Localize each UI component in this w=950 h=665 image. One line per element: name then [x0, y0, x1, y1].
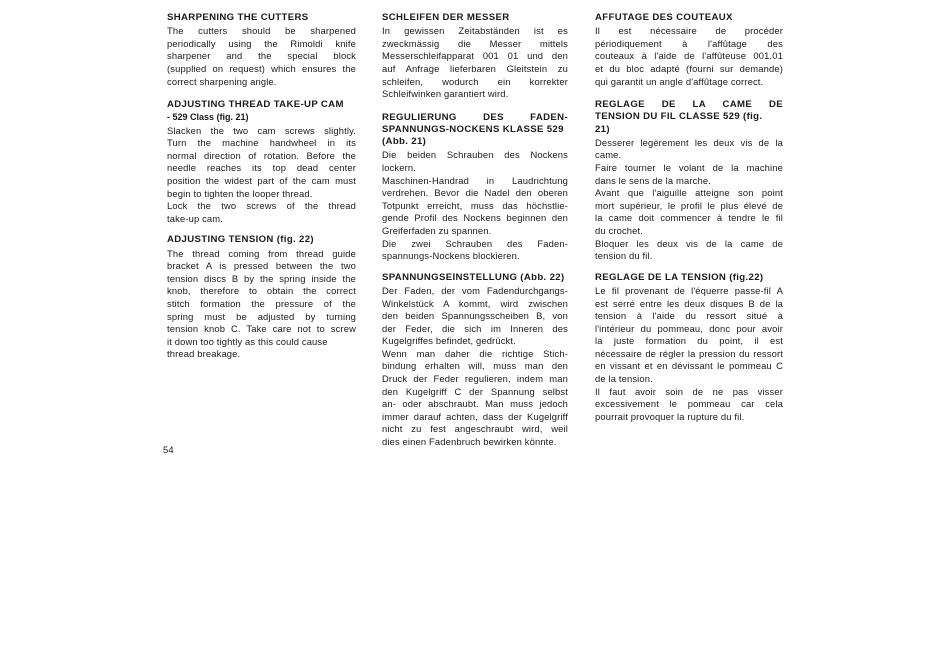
french-column [595, 12, 783, 432]
body-line: periodically using the Rimoldi knife [167, 37, 356, 49]
body-line: Schleifwinken garantiert wird. [382, 88, 509, 100]
body-line: sharpener and the special block [167, 50, 356, 62]
body-line: it down too tightly as this could cause [167, 335, 328, 347]
section-heading [595, 12, 783, 24]
body-line: (supplied on request) which ensures the [167, 62, 356, 74]
body-line: mort supérieur, le profil le plus élevé de [595, 199, 783, 211]
body-line: dans le sens de la marche. [595, 174, 711, 186]
body-line: Messerschleifapparat 001 01 und den [382, 50, 568, 62]
body-line: Faire tourner le volant de la machine [595, 161, 783, 173]
body-line: Greiferfaden zu spannen. [382, 224, 492, 236]
section-regulierung-fadenspannungs-nockens [382, 112, 568, 263]
body-line: dies einen Fadenbruch bewirken könnte. [382, 436, 557, 448]
body-line: gende Profil des Nockens beginnen den [382, 212, 568, 224]
body-line: de la tension. [595, 373, 653, 385]
section-sharpening-cutters [167, 12, 356, 88]
section-adjusting-take-up-cam [167, 99, 356, 225]
section-heading [595, 99, 783, 136]
heading-line: SHARPENING THE CUTTERS [167, 12, 309, 23]
heading-line: REGLAGE DE LA TENSION (fig.22) [595, 271, 764, 283]
body-line: Turn the machine handwheel in its [167, 137, 356, 149]
body-line: Die beiden Schrauben des Nockens [382, 149, 568, 161]
section-body [382, 149, 568, 262]
section-heading [167, 99, 356, 123]
body-line: schleifen, wodurch ein korrekter [382, 75, 568, 87]
body-line: bindung erhalten will, muss man den [382, 360, 568, 372]
body-line: pourrait provoquer la rupture du fil. [595, 410, 745, 422]
body-line: Maschinen-Handrad in Laudrichtung [382, 174, 568, 186]
body-line: correct sharpening angle. [167, 75, 277, 87]
body-line: Wenn man daher die richtige Stich- [382, 347, 568, 359]
section-heading [167, 12, 356, 24]
body-line: nicht zu fest angeschraubt wird, weil [382, 423, 568, 435]
body-line: In gewissen Zeitabständen ist es [382, 25, 568, 37]
body-line: l'intérieur du pommeau, donc pour avoir [595, 322, 783, 334]
section-body [167, 25, 356, 88]
body-line: tension discs B by the spring inside the [167, 272, 356, 284]
section-body [382, 25, 568, 101]
body-line: den Kugelgriff C der Spannung selbst [382, 385, 568, 397]
body-line: den beiden Spannungsscheiben B, von [382, 310, 568, 322]
section-heading [595, 272, 783, 284]
body-line: verdrehen. Bevor die Nadel den oberen [382, 187, 568, 199]
section-body [382, 285, 568, 449]
heading-line: SCHLEIFEN DER MESSER [382, 12, 510, 23]
section-body [167, 125, 356, 226]
body-line: zweckmässig die Messer mittels [382, 37, 568, 49]
body-line: est serré entre les deux disques B de la [595, 297, 783, 309]
body-line: Bloquer les deux vis de la came de [595, 237, 783, 249]
body-line: la juste formation du point, il est [595, 335, 783, 347]
section-heading [167, 234, 356, 246]
heading-line: (Abb. 21) [382, 136, 427, 148]
heading-line: SPANNUNGS-NOCKENS KLASSE 529 [382, 123, 564, 135]
body-line: périodiquement à l'affûtage des [595, 37, 783, 49]
body-line: immer darauf achten, dass der Kugelgriff [382, 410, 568, 422]
section-schleifen-der-messer [382, 12, 568, 101]
heading-line: REGLAGE DE LA CAME DE [595, 99, 783, 111]
body-line: Druck der Feder regulieren, indem man [382, 373, 568, 385]
body-line: tension knob C. Take care not to screw [167, 323, 356, 335]
body-line: nécessaire de régler la pression du ressort [595, 347, 783, 359]
body-line: der Feder, die sich im Inneren des [382, 322, 568, 334]
heading-line: AFFUTAGE DES COUTEAUX [595, 12, 733, 23]
body-line: Winkelstück A kommt, wird zwischen [382, 297, 568, 309]
body-line: excessivement le pommeau car cela [595, 398, 783, 410]
body-line: tension du fil. [595, 250, 653, 262]
page-number: 54 [163, 444, 174, 455]
body-line: Lock the two screws of the thread [167, 200, 356, 212]
section-body [595, 137, 783, 263]
heading-line: TENSION DU FIL CLASSE 529 (fig. [595, 111, 763, 123]
body-line: Le fil provenant de l'équerre passe-fil A [595, 284, 783, 296]
section-adjusting-tension [167, 234, 356, 361]
body-line: Kugelgriffes befindet, gedrückt. [382, 335, 516, 347]
body-line: knob, therefore to obtain the correct [167, 285, 356, 297]
heading-line: ADJUSTING THREAD TAKE-UP CAM [167, 99, 344, 111]
body-line: couteaux à l'aide de l'affûteuse 001.01 [595, 50, 783, 62]
body-line: auf Anfrage lieferbaren Gleitstein zu [382, 62, 568, 74]
body-line: Il est nécessaire de procéder [595, 25, 783, 37]
german-column [382, 12, 568, 458]
heading-line: REGULIERUNG DES FADEN- [382, 111, 568, 123]
section-affutage-des-couteaux [595, 12, 783, 88]
body-line: position the widest part of the cam must [167, 174, 356, 186]
section-body [595, 285, 783, 424]
body-line: The thread coming from thread guide [167, 247, 356, 259]
section-spannungseinstellung [382, 272, 568, 449]
section-body [167, 248, 356, 361]
body-line: an- oder abschraubt. Man muss jedoch [382, 398, 568, 410]
section-reglage-tension [595, 272, 783, 424]
body-line: lockern. [382, 161, 417, 173]
body-line: came. [595, 149, 622, 161]
section-reglage-came-tension [595, 99, 783, 263]
body-line: The cutters should be sharpened [167, 25, 356, 37]
body-line: spannungs-Nockens blockieren. [382, 250, 520, 262]
section-body [595, 25, 783, 88]
body-line: bracket A is pressed between the two [167, 260, 356, 272]
body-line: Avant que l'aiguille atteigne son point [595, 187, 783, 199]
body-line: la came doit commencer à tendre le fil [595, 212, 783, 224]
body-line: thread breakage. [167, 348, 241, 360]
body-line: qui garantit un angle d'affûtage correct. [595, 75, 764, 87]
body-line: et du bloc adapté (fourni sur demande) [595, 62, 783, 74]
body-line: begin to tighten the looper thread. [167, 187, 313, 199]
body-line: stitch formation the pressure of the [167, 297, 356, 309]
body-line: Die zwei Schrauben des Faden- [382, 237, 568, 249]
body-line: needle reaches its top dead center [167, 162, 356, 174]
section-heading [382, 272, 568, 284]
body-line: Totpunkt erreicht, muss das höchstlie- [382, 199, 568, 211]
body-line: tension à l'aide du ressort situé à [595, 310, 783, 322]
english-column [167, 12, 356, 370]
body-line: Der Faden, der vom Fadendurchgangs- [382, 284, 568, 296]
body-line: du crochet. [595, 224, 644, 236]
body-line: normal direction of rotation. Before the [167, 149, 356, 161]
heading-line: ADJUSTING TENSION (fig. 22) [167, 234, 314, 246]
body-line: Desserer legèrement les deux vis de la [595, 136, 783, 148]
section-heading [382, 12, 568, 24]
body-line: Slacken the two cam screws slightly. [167, 124, 356, 136]
heading-line: 21) [595, 123, 610, 135]
body-line: en vissant et en dévissant le pommeau C [595, 360, 783, 372]
body-line: take-up cam. [167, 212, 223, 224]
body-line: Il faut avoir soin de ne pas visser [595, 385, 783, 397]
body-line: spring must be adjusted by turning [167, 310, 356, 322]
section-heading [382, 112, 568, 149]
heading-line: SPANNUNGSEINSTELLUNG (Abb. 22) [382, 271, 565, 283]
heading-line: - 529 Class (fig. 21) [167, 112, 249, 123]
